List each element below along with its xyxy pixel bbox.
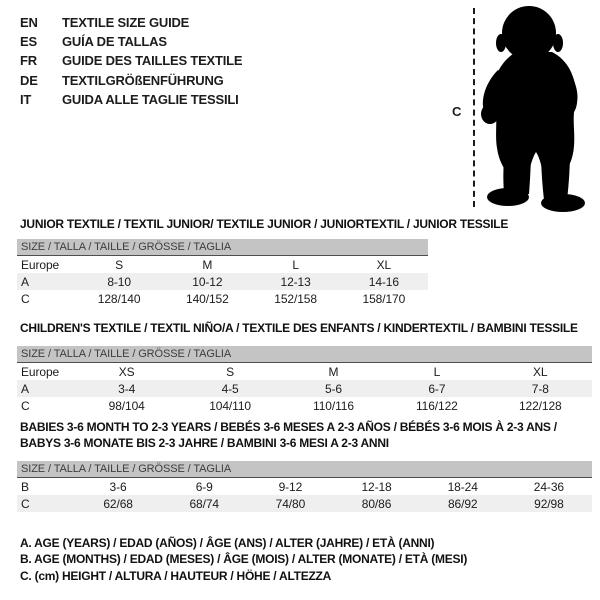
size-value-cell: 8-10 <box>107 274 131 289</box>
table-row <box>17 495 592 512</box>
legend-line-a: A. AGE (YEARS) / EDAD (AÑOS) / ÂGE (ANS) / ALTER (JAHRE) / ETÀ (ANNI) <box>20 536 435 550</box>
language-row-de <box>20 71 242 90</box>
size-value-cell: 6-9 <box>195 479 213 494</box>
measure-label-c: C <box>452 104 462 119</box>
size-value-cell: S <box>115 257 124 272</box>
table-header-band: SIZE / TALLA / TAILLE / GRÖSSE / TAGLIA <box>17 346 592 363</box>
size-value-cell: 5-6 <box>324 381 342 396</box>
legend <box>20 535 467 584</box>
language-code: DE <box>20 72 38 88</box>
size-value-cell: 158/170 <box>362 291 406 306</box>
row-label-cell: B <box>21 479 29 494</box>
size-value-cell: 7-8 <box>531 381 549 396</box>
table-header-band: SIZE / TALLA / TAILLE / GRÖSSE / TAGLIA <box>17 239 428 256</box>
size-value-cell: 6-7 <box>428 381 446 396</box>
size-value-cell: 18-24 <box>447 479 478 494</box>
size-value-cell: M <box>202 257 213 272</box>
language-code: ES <box>20 34 37 50</box>
table-row <box>17 256 428 273</box>
size-value-cell: 10-12 <box>192 274 223 289</box>
language-label: TEXTILGRÖßENFÜHRUNG <box>62 72 224 88</box>
size-value-cell: 128/140 <box>97 291 141 306</box>
language-code: IT <box>20 91 32 107</box>
size-table-junior <box>17 239 428 307</box>
language-code: EN <box>20 15 38 31</box>
size-value-cell: 9-12 <box>278 479 303 494</box>
size-value-cell: 3-6 <box>109 479 127 494</box>
size-table-babies <box>17 461 592 512</box>
size-value-cell: S <box>226 364 235 379</box>
language-row-fr <box>20 51 242 70</box>
size-value-cell: M <box>328 364 339 379</box>
table-row <box>17 380 592 397</box>
size-value-cell: 98/104 <box>108 398 145 413</box>
size-value-cell: 68/74 <box>189 496 219 511</box>
size-value-cell: 86/92 <box>447 496 478 511</box>
size-value-cell: XL <box>376 257 392 272</box>
language-title-list <box>20 13 242 109</box>
language-label: GUIDA ALLE TAGLIE TESSILI <box>62 91 239 107</box>
table-row <box>17 290 428 307</box>
size-value-cell: 116/122 <box>415 398 458 413</box>
language-label: TEXTILE SIZE GUIDE <box>62 15 190 31</box>
row-label-cell: A <box>21 381 29 396</box>
size-value-cell: 80/86 <box>361 496 392 511</box>
language-code: FR <box>20 53 37 69</box>
row-label-cell: C <box>21 398 30 413</box>
table-row <box>17 478 592 495</box>
size-value-cell: 152/158 <box>274 291 317 306</box>
size-value-cell: L <box>292 257 299 272</box>
size-value-cell: 62/68 <box>103 496 133 511</box>
section-title-babies <box>20 419 580 451</box>
row-label-cell: Europe <box>21 257 60 272</box>
section-title-line: JUNIOR TEXTILE / TEXTIL JUNIOR/ TEXTILE JUNIOR / JUNIORTEXTIL / JUNIOR TESSILE <box>20 217 509 231</box>
size-value-cell: 110/116 <box>313 398 354 413</box>
table-row <box>17 363 592 380</box>
row-label-cell: Europe <box>21 364 60 379</box>
size-value-cell: 104/110 <box>209 398 251 413</box>
language-row-it <box>20 90 242 109</box>
language-label: GUÍA DE TALLAS <box>62 34 167 50</box>
section-title-children <box>20 320 578 336</box>
table-row <box>17 397 592 414</box>
size-value-cell: 14-16 <box>368 274 399 289</box>
table-row <box>17 273 428 290</box>
legend-line-b: B. AGE (MONTHS) / EDAD (MESES) / ÂGE (MOIS) / ALTER (MONATE) / ETÀ (MESI) <box>20 552 468 567</box>
size-value-cell: L <box>433 364 441 379</box>
section-title-junior <box>20 216 508 232</box>
size-value-cell: 12-13 <box>280 274 311 289</box>
size-value-cell: 92/98 <box>534 496 564 511</box>
size-value-cell: XS <box>118 364 135 379</box>
size-value-cell: 4-5 <box>221 381 239 396</box>
language-row-es <box>20 32 242 51</box>
size-value-cell: 12-18 <box>361 479 392 494</box>
toddler-silhouette-icon <box>470 0 600 215</box>
row-label-cell: C <box>21 291 30 306</box>
size-value-cell: XL <box>533 364 548 379</box>
size-value-cell: 3-4 <box>118 381 136 396</box>
size-value-cell: 74/80 <box>275 496 306 511</box>
table-header-band: SIZE / TALLA / TAILLE / GRÖSSE / TAGLIA <box>17 461 592 478</box>
language-row-en <box>20 13 242 32</box>
row-label-cell: C <box>21 496 30 511</box>
section-title-line: BABIES 3-6 MONTH TO 2-3 YEARS / BEBÉS 3-6 MESES A 2-3 AÑOS / BÉBÉS 3-6 MOIS À 2-3 ANS / <box>20 420 557 434</box>
section-title-line: CHILDREN'S TEXTILE / TEXTIL NIÑO/A / TEXTILE DES ENFANTS / KINDERTEXTIL / BAMBINI TESSILE <box>20 321 578 335</box>
size-value-cell: 140/152 <box>186 291 229 306</box>
size-value-cell: 24-36 <box>533 479 564 494</box>
legend-line-c: C. (cm) HEIGHT / ALTURA / HAUTEUR / HÖHE / ALTEZZA <box>20 568 332 583</box>
size-table-children <box>17 346 592 414</box>
section-title-line: BABYS 3-6 MONATE BIS 2-3 JAHRE / BAMBINI 3-6 MESI A 2-3 ANNI <box>20 436 389 450</box>
language-label: GUIDE DES TAILLES TEXTILE <box>62 53 243 69</box>
size-value-cell: 122/128 <box>518 398 562 413</box>
row-label-cell: A <box>21 274 29 289</box>
